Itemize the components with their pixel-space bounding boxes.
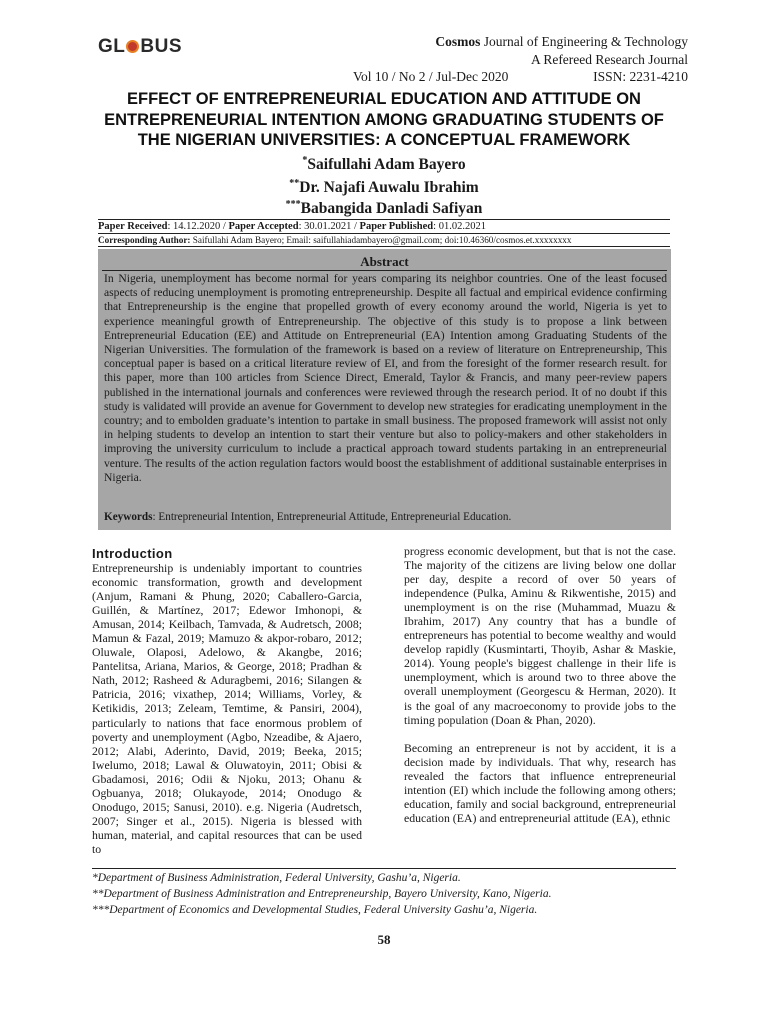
footnotes bbox=[92, 870, 676, 918]
logo-text-right: BUS bbox=[140, 36, 183, 57]
keywords: Keywords: Entrepreneurial Intention, Entrepreneurial Attitude, Entrepreneurial Education. bbox=[104, 511, 512, 523]
intro-column-2 bbox=[404, 544, 676, 825]
footnote-divider bbox=[92, 868, 676, 869]
journal-name: Cosmos Journal of Engineering & Technology bbox=[435, 34, 688, 49]
corresponding-author: Corresponding Author: Saifullahi Adam Bayero; Email: saifullahiadambayero@gmail.com; doi:10.46360/cosmos.et.xxxxxxxx bbox=[98, 235, 572, 245]
section-heading-introduction: Introduction bbox=[92, 546, 173, 561]
journal-header bbox=[353, 33, 688, 86]
intro-column-1: Entrepreneurship is undeniably important to countries economic transformation, growth and development (Anjum, Ramani & Phung, 2020; Caballero-Garcia, Guillén, & Martínez, 2017; Edewor Imhonopi, & Amusan, 2014; Keilbach, Tamvada, & Audretsch, 2008; Mamun & Fazal, 2019; Mamuzo & akpor-robaro, 2012; Oluwale, Olaposi, Adelowo, & Akangbe, 2016; Pantelitsa, Ariana, Marios, & George, 2018; Pradhan & Nath, 2012; Rasheed & Aduragbemi, 2016; Silangen & Patricia, 2016; vixathep, 2014; Williams, Vorley, & Ketikidis, 2013; Zeleam, Temtime, & Pansiri, 2004), particularly to nations that face enormous problem of poverty and unemployment (Agbo, Nzeadibe, & Ajaero, 2012; Alabi, Aderinto, David, 2019; Beeka, 2015; Iwelumo, 2018; Lawal & Oluwatoyin, 2011; Obisi & Gbadamosi, 2016; Odii & Njoku, 2013; Ohanu & Ogbuanya, 2018; Olukayode, 2014; Onodugo & Onodugo, 2015; Sanusi, 2010). e.g. Nigeria (Audretsch, 2007; Singer et al., 2015). Nigeria is blessed with human, material, and capital resources that can be used to bbox=[92, 561, 362, 856]
abstract-heading: Abstract bbox=[360, 254, 409, 269]
intro-paragraph: progress economic development, but that is not the case. The majority of the citizens are living below one dollar per day, despite a record of over 50 years of independence (Pulka, Aminu & Rikwentishe, 2015) and unemployment is on the rise (Muhammad, Muazu & Ibrahim, 2017) Any country that has a bundle of entrepreneurs has potential to become wealthy and would develop rapidly (Kusmintarti, Thoyib, Ashar & Maskie, 2014). Young people's biggest challenge in their life is unemployment, which is around two to three above the overall unemployment (Georgescu & Herman, 2020). It is the goal of any macroeconomy to provide jobs to the timing population (Doan & Phan, 2020). bbox=[404, 544, 676, 727]
author-1: *Saifullahi Adam Bayero bbox=[302, 155, 466, 173]
logo-text-left: GL bbox=[98, 36, 126, 57]
title-line: THE NIGERIAN UNIVERSITIES: A CONCEPTUAL FRAMEWORK bbox=[137, 131, 631, 149]
page-number: 58 bbox=[377, 932, 391, 947]
journal-logo bbox=[98, 36, 182, 58]
divider bbox=[98, 246, 670, 247]
title-line: ENTREPRENEURIAL INTENTION AMONG GRADUATING STUDENTS OF bbox=[104, 110, 664, 129]
abstract-divider bbox=[102, 270, 667, 271]
volume: Vol 10 / No 2 / Jul-Dec 2020 bbox=[353, 69, 509, 84]
divider bbox=[98, 219, 670, 220]
title-line: EFFECT OF ENTREPRENEURIAL EDUCATION AND ATTITUDE ON bbox=[127, 90, 641, 108]
globe-icon bbox=[126, 40, 139, 53]
issn: ISSN: 2231-4210 bbox=[593, 69, 688, 84]
author-3: ***Babangida Danladi Safiyan bbox=[285, 199, 483, 217]
author-2: **Dr. Najafi Auwalu Ibrahim bbox=[289, 178, 479, 196]
footnote: **Department of Business Administration and Entrepreneurship, Bayero University, Kano, Nigeria. bbox=[92, 888, 552, 900]
paper-title bbox=[60, 89, 708, 151]
refereed-line: A Refereed Research Journal bbox=[530, 51, 688, 67]
abstract-text: In Nigeria, unemployment has become normal for years comparing its neighbor countries. One of the least focused aspects of reducing unemployment is promoting entrepreneurship. Despite all factual and empirical evidence confirming that Entrepreneurship is the engine that propelled growth of every economy around the world, Nigeria is yet to experience meaningful growth of Entrepreneurship. The objective of this study is to propose a link between Entrepreneurial Education (EE) and Attitude on Entrepreneurial (EA) Intention among Graduating Students of the Nigerian Universities. The formulation of the framework is based on a review of literature on Entrepreneurship, This conceptual paper is based on a critical literature review of EI, and from the foresight of the former research result. for this paper, more than 100 articles from Science Direct, Emerald, Taylor & Francis, and many peer-review papers published in the international journals and conferences were reviewed through the research period. It of no doubt if this study is validated will provide an avenue for Government to develop new strategies for eradicating unemployment in the country; and to embolden graduate’s intention to partake in small business. The proposed framework will assist not only in helping students to develop an intention to start their venture but also to policy-makers and other stakeholders in improving the university curriculum to include a practical approach toward students partaking in an entrepreneurial venture. The results of the action regulation factors would boost the establishment of additional sustainable enterprises in Nigeria. bbox=[104, 272, 667, 484]
paper-dates: Paper Received: 14.12.2020 / Paper Accepted: 30.01.2021 / Paper Published: 01.02.2021 bbox=[98, 221, 486, 232]
intro-paragraph: Becoming an entrepreneur is not by accident, it is a decision made by individuals. That why, research has revealed the factors that influence entrepreneurial intention (EI) which include the following among others; education, family and social background, entrepreneurial education (EA) and entrepreneurial attitude (EA), ethnic bbox=[404, 740, 676, 825]
footnote: ***Department of Economics and Developmental Studies, Federal University Gashu’a, Nigeria. bbox=[92, 904, 538, 916]
footnote: *Department of Business Administration, Federal University, Gashu’a, Nigeria. bbox=[92, 872, 461, 884]
volume-line bbox=[353, 68, 688, 86]
